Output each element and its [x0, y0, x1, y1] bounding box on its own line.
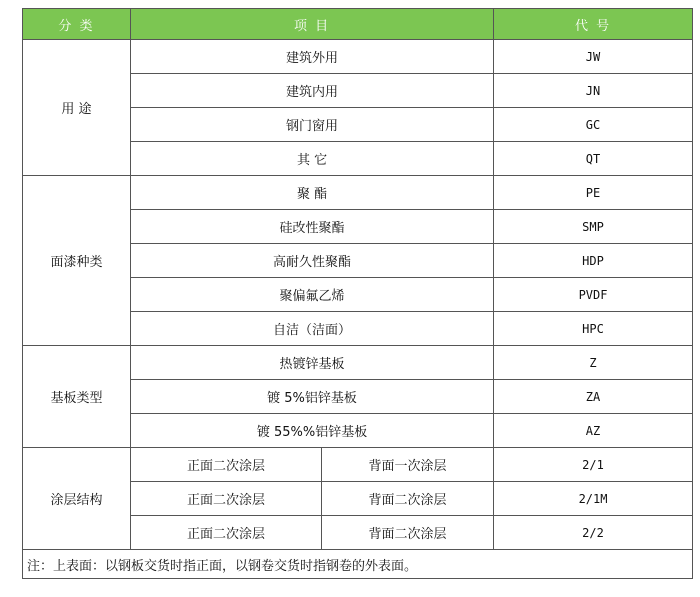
item-cell: 高耐久性聚酯 — [131, 244, 494, 278]
back-coating-cell: 背面二次涂层 — [322, 482, 494, 516]
table-row — [23, 40, 693, 74]
item-cell: 热镀锌基板 — [131, 346, 494, 380]
note-row — [23, 550, 693, 579]
code-cell: 2/1 — [494, 448, 693, 482]
code-cell: HPC — [494, 312, 693, 346]
header-code: 代 号 — [494, 9, 693, 40]
footnote: 注：上表面：以钢板交货时指正面，以钢卷交货时指钢卷的外表面。 — [23, 550, 693, 579]
item-cell: 钢门窗用 — [131, 108, 494, 142]
item-cell: 聚偏氟乙烯 — [131, 278, 494, 312]
header-item: 项 目 — [131, 9, 494, 40]
code-cell: GC — [494, 108, 693, 142]
code-cell: 2/1M — [494, 482, 693, 516]
code-cell: JW — [494, 40, 693, 74]
item-cell: 其 它 — [131, 142, 494, 176]
code-cell: PE — [494, 176, 693, 210]
item-cell: 建筑内用 — [131, 74, 494, 108]
header-row — [23, 9, 693, 40]
code-cell: 2/2 — [494, 516, 693, 550]
back-coating-cell: 背面一次涂层 — [322, 448, 494, 482]
table-row — [23, 448, 693, 482]
header-category: 分 类 — [23, 9, 131, 40]
item-cell: 建筑外用 — [131, 40, 494, 74]
category-cell: 用 途 — [23, 40, 131, 176]
code-cell: Z — [494, 346, 693, 380]
item-cell: 自洁（洁面） — [131, 312, 494, 346]
code-cell: JN — [494, 74, 693, 108]
code-cell: AZ — [494, 414, 693, 448]
code-cell: HDP — [494, 244, 693, 278]
table-row — [23, 346, 693, 380]
item-cell: 聚 酯 — [131, 176, 494, 210]
item-cell: 镀 5%铝锌基板 — [131, 380, 494, 414]
category-cell: 面漆种类 — [23, 176, 131, 346]
front-coating-cell: 正面二次涂层 — [131, 482, 322, 516]
product-code-table — [22, 8, 693, 579]
category-cell: 涂层结构 — [23, 448, 131, 550]
back-coating-cell: 背面二次涂层 — [322, 516, 494, 550]
item-cell: 硅改性聚酯 — [131, 210, 494, 244]
code-cell: ZA — [494, 380, 693, 414]
code-cell: SMP — [494, 210, 693, 244]
table-row — [23, 176, 693, 210]
front-coating-cell: 正面二次涂层 — [131, 516, 322, 550]
code-cell: QT — [494, 142, 693, 176]
category-cell: 基板类型 — [23, 346, 131, 448]
code-cell: PVDF — [494, 278, 693, 312]
item-cell: 镀 55%%铝锌基板 — [131, 414, 494, 448]
front-coating-cell: 正面二次涂层 — [131, 448, 322, 482]
